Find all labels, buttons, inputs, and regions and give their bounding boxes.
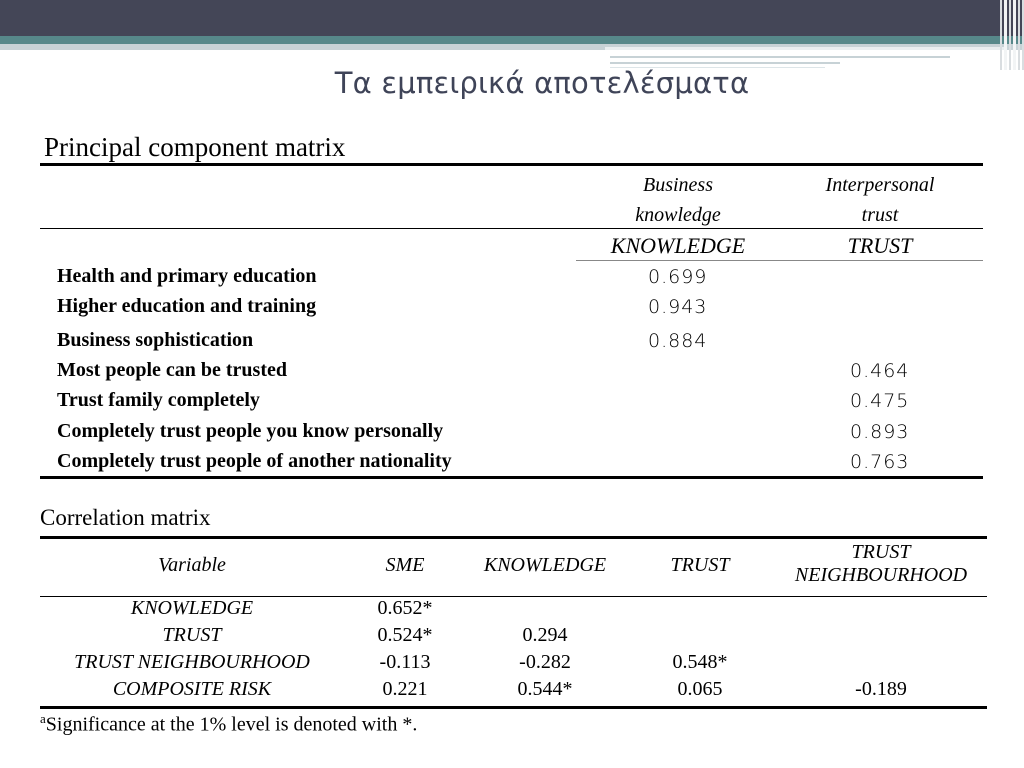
corr-header-trust: TRUST (670, 554, 730, 576)
pca-table-caption: Principal component matrix (44, 132, 346, 162)
pca-value-trust: 0.763 (850, 451, 910, 473)
pca-row-label: Completely trust people of another nationality (57, 450, 452, 472)
corr-header-knowledge: KNOWLEDGE (483, 554, 607, 576)
corr-value-trust-neighbourhood: -0.189 (855, 678, 907, 700)
pca-value-knowledge: 0.884 (648, 330, 708, 352)
pca-row-label: Completely trust people you know personally (57, 420, 444, 442)
pca-value-knowledge: 0.699 (648, 266, 708, 288)
corr-value-sme: -0.113 (379, 651, 431, 673)
pca-col-sub-knowledge: KNOWLEDGE (610, 233, 746, 258)
pca-value-trust: 0.893 (850, 421, 910, 443)
header-highlight (605, 47, 1005, 50)
corr-row-variable: COMPOSITE RISK (112, 678, 272, 700)
corr-value-trust: 0.548* (672, 651, 728, 673)
table-rule-bottom (40, 706, 987, 709)
pca-col-header-trust: Interpersonal trust (825, 174, 935, 226)
header-accent-band (0, 36, 1024, 44)
pca-value-trust: 0.464 (850, 360, 910, 382)
header-band (0, 0, 1024, 36)
corr-header-variable: Variable (158, 554, 226, 576)
corr-value-sme: 0.221 (382, 678, 428, 700)
footnote-mark: a (40, 711, 46, 726)
header-stripes (994, 0, 1024, 70)
header-rule (610, 62, 840, 64)
table-rule-header (40, 228, 983, 229)
pca-row-label: Health and primary education (57, 265, 317, 287)
table-footnote (40, 711, 417, 737)
corr-value-sme: 0.524* (377, 624, 433, 646)
corr-value-knowledge: 0.544* (517, 678, 573, 700)
corr-row-variable: TRUST NEIGHBOURHOOD (74, 651, 310, 673)
table-rule-sub (576, 260, 983, 261)
pca-row-label: Business sophistication (57, 329, 254, 351)
corr-value-knowledge: -0.282 (519, 651, 571, 673)
corr-table-caption: Correlation matrix (40, 505, 211, 530)
corr-value-sme: 0.652* (377, 597, 433, 619)
corr-row-variable: KNOWLEDGE (130, 597, 254, 619)
corr-row-variable: TRUST (162, 624, 222, 646)
corr-header-trust-neighbourhood: TRUST NEIGHBOURHOOD (794, 541, 968, 586)
table-rule-top (40, 536, 987, 539)
header-rule (610, 56, 950, 58)
pca-row-label: Most people can be trusted (57, 359, 287, 381)
pca-value-knowledge: 0.943 (648, 296, 708, 318)
pca-col-sub-trust: TRUST (847, 233, 913, 258)
pca-row-label: Higher education and training (57, 295, 317, 317)
corr-value-knowledge: 0.294 (522, 624, 568, 646)
footnote-text: Significance at the 1% level is denoted with *. (45, 713, 418, 736)
table-rule-top (40, 163, 983, 166)
slide-title: Τα εμπειρικά αποτελέσματα (334, 66, 750, 100)
corr-header-sme: SME (385, 554, 425, 576)
corr-value-trust: 0.065 (677, 678, 723, 700)
table-rule-bottom (40, 476, 983, 479)
pca-value-trust: 0.475 (850, 390, 910, 412)
pca-row-label: Trust family completely (57, 389, 260, 411)
pca-col-header-knowledge: Business knowledge (635, 174, 721, 226)
